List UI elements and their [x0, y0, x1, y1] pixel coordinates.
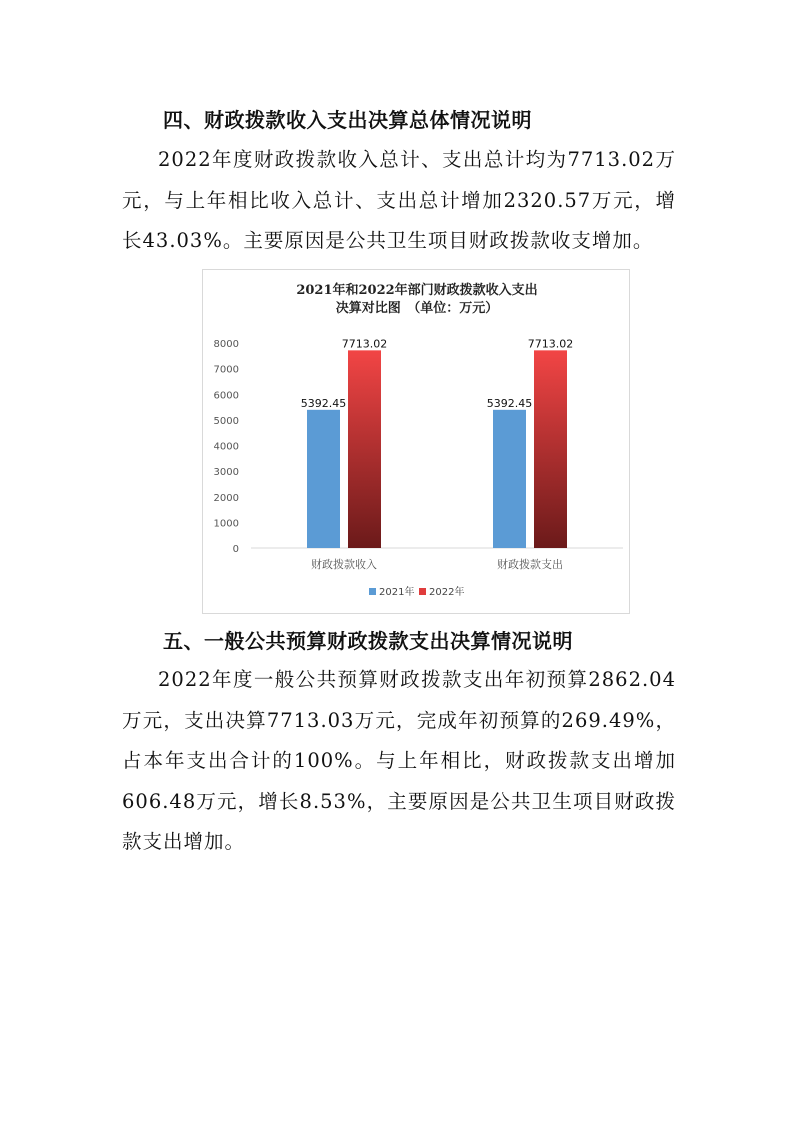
data-label: 7713.02 — [527, 337, 574, 351]
y-tick-label: 1000 — [213, 518, 239, 530]
chart-canvas — [203, 270, 631, 615]
data-label: 7713.02 — [341, 337, 388, 351]
data-label: 5392.45 — [300, 396, 347, 410]
legend-label: 2021年 — [379, 587, 415, 598]
data-label: 5392.45 — [486, 396, 533, 410]
section-4-paragraph-text: 2022年度财政拨款收入总计、支出总计均为7713.02万元，与上年相比收入总计、支出总计增加2320.57万元，增长43.03%。主要原因是公共卫生项目财政拨款收支增加。 — [122, 148, 676, 252]
section-5-heading: 五、一般公共预算财政拨款支出决算情况说明 — [163, 629, 573, 653]
y-tick-label: 0 — [232, 544, 239, 555]
y-tick-label: 3000 — [213, 467, 239, 479]
y-tick-label: 5000 — [213, 415, 239, 427]
legend-swatch — [419, 588, 426, 595]
chart-title-line: 2021年和2022年部门财政拨款收入支出 — [296, 283, 538, 298]
section-4-heading: 四、财政拨款收入支出决算总体情况说明 — [163, 108, 532, 132]
chart-title-line: 决算对比图 （单位：万元） — [335, 301, 499, 316]
section-5-paragraph — [122, 660, 676, 863]
legend-swatch — [369, 588, 376, 595]
bar-2022年-财政拨款收入 — [348, 350, 381, 548]
section-4-paragraph — [122, 140, 676, 262]
y-tick-label: 8000 — [213, 339, 239, 350]
bar-2021年-财政拨款收入 — [307, 410, 340, 548]
y-tick-label: 7000 — [213, 364, 239, 376]
legend-label: 2022年 — [429, 587, 465, 598]
bar-2022年-财政拨款支出 — [534, 350, 567, 548]
x-category-label: 财政拨款收入 — [311, 558, 377, 571]
y-tick-label: 2000 — [213, 492, 239, 504]
bar-2021年-财政拨款支出 — [493, 410, 526, 548]
bar-chart — [202, 269, 630, 614]
x-category-label: 财政拨款支出 — [497, 558, 563, 571]
y-tick-label: 4000 — [213, 441, 239, 453]
section-5-paragraph-text: 2022年度一般公共预算财政拨款支出年初预算2862.04万元，支出决算7713.03万元，完成年初预算的269.49%，占本年支出合计的100%。与上年相比，财政拨款支出增加606.48万元，增长8.53%，主要原因是公共卫生项目财政拨款支出增加。 — [122, 668, 676, 853]
y-tick-label: 6000 — [213, 390, 239, 402]
